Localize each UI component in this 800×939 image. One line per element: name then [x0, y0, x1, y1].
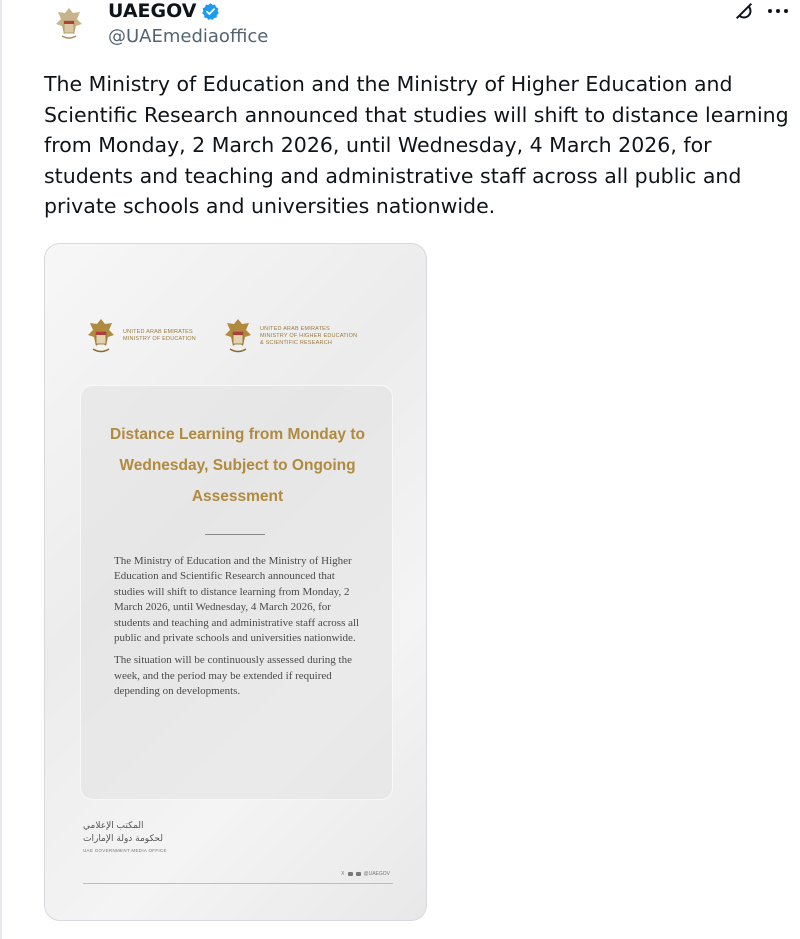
grok-icon[interactable]	[733, 0, 755, 22]
ministry-higher-education-text: UNITED ARAB EMIRATES MINISTRY OF HIGHER EDUCATION & SCIENTIFIC RESEARCH	[259, 325, 358, 346]
uae-emblem-icon	[85, 316, 117, 356]
instagram-icon	[348, 872, 353, 876]
uae-emblem-icon	[222, 316, 254, 356]
ministry-education-text: UNITED ARAB EMIRATES MINISTRY OF EDUCATION	[123, 329, 196, 342]
author-handle[interactable]: @UAEmediaoffice	[108, 26, 269, 47]
more-dot	[776, 9, 780, 13]
ministry-logos	[85, 316, 357, 356]
footer-divider	[83, 883, 393, 884]
ministry-education-logo	[85, 316, 196, 356]
x-icon: X	[341, 871, 345, 877]
more-dot	[768, 9, 772, 13]
announcement-paragraph-1: The Ministry of Education and the Ministry of Higher Education and Scientific Research announced that studies will shift to distance learning from Monday, 2 March 2026, until Wednesday, 4 March 2026, for students and teaching and administrative staff across all public and private schools and universities nationwide.	[114, 555, 360, 645]
ministry-higher-education-logo	[222, 316, 357, 356]
announcement-body	[114, 554, 364, 700]
title-divider	[205, 534, 265, 535]
timeline-border	[0, 0, 2, 939]
author-display-name[interactable]	[108, 0, 220, 22]
more-dot	[784, 9, 788, 13]
verified-badge-icon	[201, 2, 220, 21]
media-office-english: UAE GOVERNMENT MEDIA OFFICE	[83, 848, 167, 853]
announcement-title: Distance Learning from Monday to Wednesday, Subject to Ongoing Assessment	[110, 426, 365, 505]
tweet-text: The Ministry of Education and the Ministry of Higher Education and Scientific Research announced that studies will shift to distance learning from Monday, 2 March 2026, until Wednesday, 4 March 2026, for students and teaching and administrative staff across all public and private schools and universities nationwide.	[44, 72, 789, 218]
announcement-paragraph-2: The situation will be continuously assessed during the week, and the period may be extended if required depending on developments.	[114, 654, 352, 698]
media-office-logo	[83, 820, 203, 853]
announcement-panel	[80, 385, 393, 800]
footer-social	[341, 871, 390, 877]
more-options-icon[interactable]	[768, 6, 794, 16]
avatar[interactable]	[52, 4, 86, 42]
youtube-icon	[356, 872, 361, 876]
social-handle: @UAEGOV	[363, 871, 390, 877]
author-name-text: UAEGOV	[108, 0, 197, 22]
media-office-arabic-line-1: المكتب الإعلامي	[83, 821, 144, 831]
media-office-arabic-line-2: لحكومة دولة الإمارات	[83, 834, 163, 844]
tweet-media-image[interactable]	[44, 243, 427, 921]
